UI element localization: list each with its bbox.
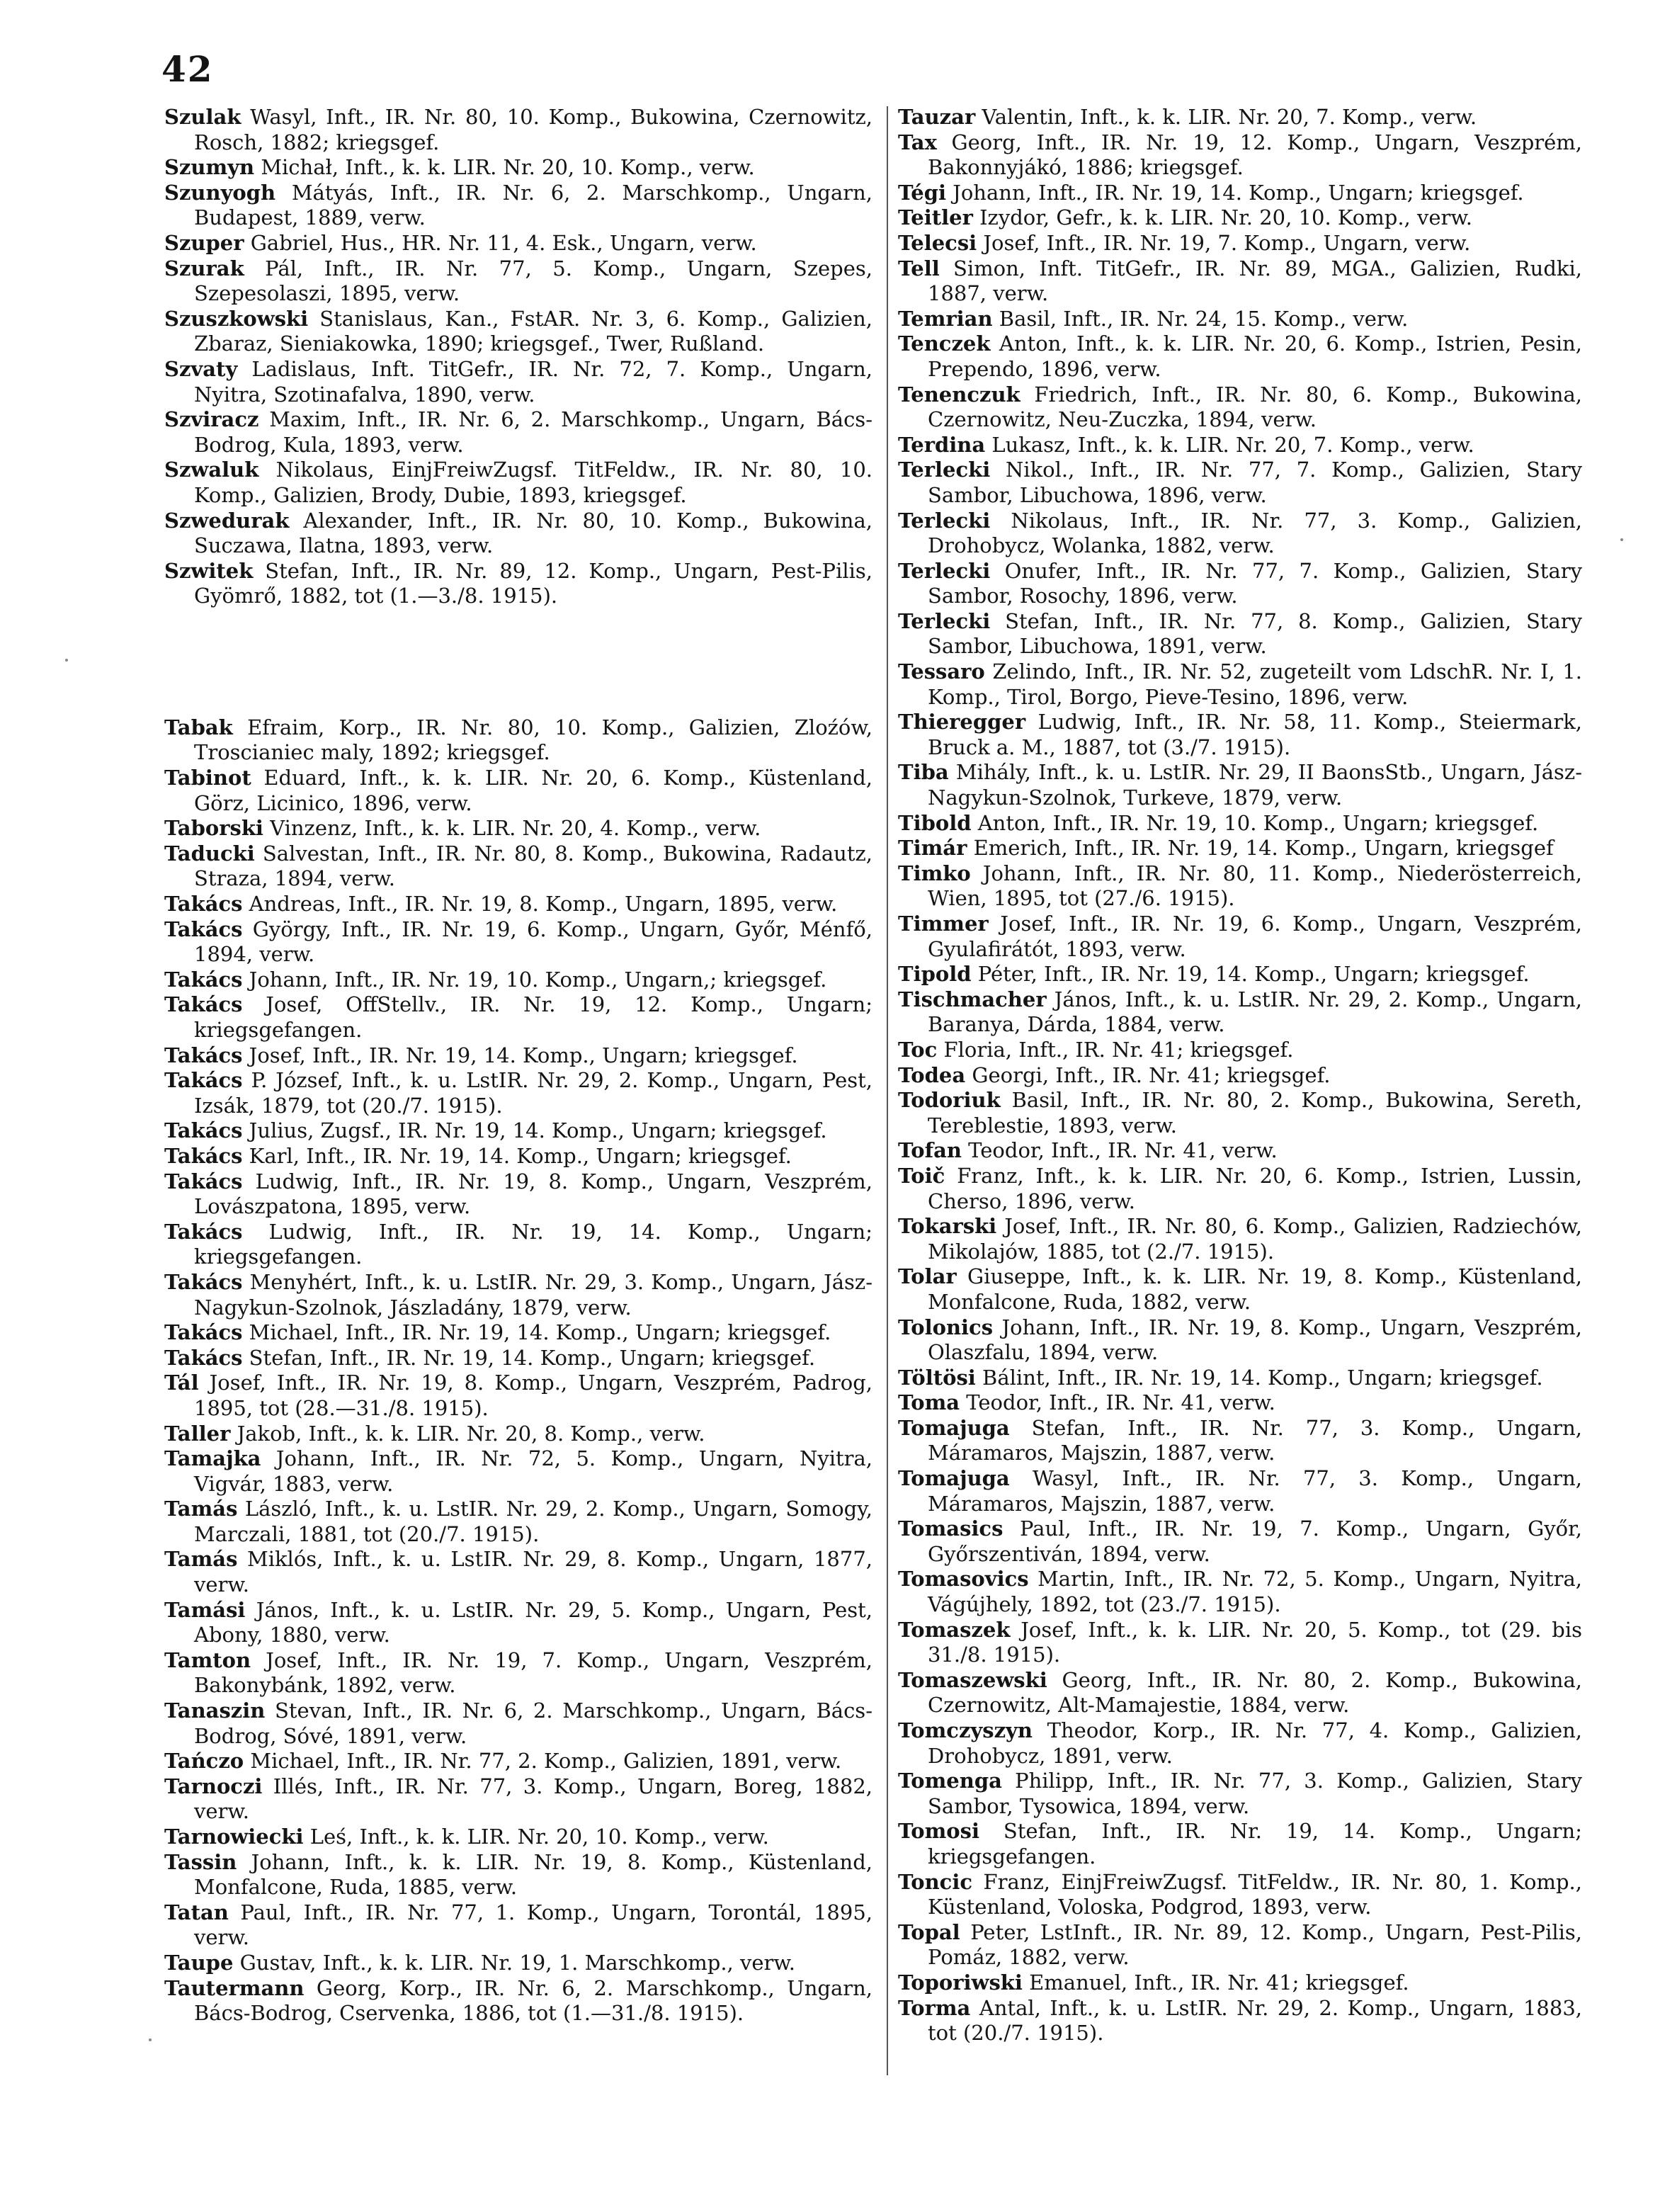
entry-details: Eduard, Inft., k. k. LIR. Nr. 20, 6. Komp., Küstenland, Görz, Licinico, 1896, verw. bbox=[194, 766, 872, 815]
register-entry bbox=[164, 256, 872, 307]
entry-details: Stefan, Inft., IR. Nr. 77, 3. Komp., Ungarn, Máramaros, Majszin, 1887, verw. bbox=[928, 1415, 1582, 1465]
entry-surname: Timko bbox=[898, 861, 971, 885]
entry-surname: Tassin bbox=[164, 1849, 237, 1874]
register-entry bbox=[898, 912, 1582, 962]
entry-details: Johann, Inft., IR. Nr. 19, 14. Komp., Ungarn; kriegsgef. bbox=[946, 180, 1524, 205]
page-number: 42 bbox=[161, 48, 214, 90]
entry-surname: Szunyogh bbox=[164, 180, 276, 205]
entry-surname: Szwitek bbox=[164, 558, 254, 583]
entry-details: Johann, Inft., IR. Nr. 72, 5. Komp., Ungarn, Nyitra, Vigvár, 1883, verw. bbox=[194, 1446, 872, 1496]
entry-surname: Telecsi bbox=[898, 230, 977, 255]
register-entry bbox=[898, 1870, 1582, 1920]
entry-surname: Tax bbox=[898, 130, 937, 154]
entry-details: Giuseppe, Inft., k. k. LIR. Nr. 19, 8. Komp., Küstenland, Monfalcone, Ruda, 1882, verw. bbox=[928, 1264, 1582, 1314]
entry-surname: Toncic bbox=[898, 1869, 973, 1894]
entry-details: Anton, Inft., k. k. LIR. Nr. 20, 6. Komp., Istrien, Pesin, Prependo, 1896, verw. bbox=[928, 331, 1582, 381]
entry-details: János, Inft., k. u. LstIR. Nr. 29, 5. Komp., Ungarn, Pest, Abony, 1880, verw. bbox=[194, 1597, 872, 1647]
entry-surname: Takács bbox=[164, 967, 243, 992]
register-entry bbox=[164, 1825, 872, 1850]
register-entry bbox=[898, 836, 1582, 861]
entry-details: Peter, LstInft., IR. Nr. 89, 12. Komp., Ungarn, Pest-Pilis, Pomáz, 1882, verw. bbox=[928, 1919, 1582, 1970]
register-entry bbox=[164, 1547, 872, 1597]
entry-details: Salvestan, Inft., IR. Nr. 80, 8. Komp., Bukowina, Radautz, Straza, 1894, verw. bbox=[194, 841, 872, 891]
entry-details: Péter, Inft., IR. Nr. 19, 14. Komp., Ungarn; kriegsgef. bbox=[971, 962, 1530, 987]
register-entry bbox=[164, 231, 872, 256]
entry-surname: Torma bbox=[898, 1995, 971, 2020]
entry-details: Josef, Inft., k. k. LIR. Nr. 20, 5. Komp., tot (29. bis 31./8. 1915). bbox=[928, 1617, 1582, 1667]
entry-surname: Tamás bbox=[164, 1497, 238, 1521]
entry-surname: Topal bbox=[898, 1919, 960, 1944]
entry-surname: Takács bbox=[164, 917, 243, 941]
entry-surname: Takács bbox=[164, 1320, 243, 1345]
register-entry bbox=[898, 1390, 1582, 1416]
entry-details: Mihály, Inft., k. u. LstIR. Nr. 29, II BaonsStb., Ungarn, Jász-Nagykun-Szolnok, Turkeve, 1879, verw. bbox=[928, 760, 1582, 810]
entry-surname: Todea bbox=[898, 1062, 966, 1087]
entry-surname: Thieregger bbox=[898, 710, 1026, 735]
right-column bbox=[898, 105, 1582, 2046]
register-entry bbox=[164, 1346, 872, 1371]
register-entry bbox=[898, 231, 1582, 256]
entry-details: Martin, Inft., IR. Nr. 72, 5. Komp., Ungarn, Nyitra, Vágújhely, 1892, tot (23./7. 1915). bbox=[928, 1567, 1582, 1617]
entry-surname: Takács bbox=[164, 892, 243, 917]
register-entry bbox=[164, 1900, 872, 1951]
entry-surname: Tenenczuk bbox=[898, 382, 1021, 407]
entry-surname: Tomenga bbox=[898, 1769, 1002, 1793]
register-entry bbox=[898, 811, 1582, 836]
entry-details: Menyhért, Inft., k. u. LstIR. Nr. 29, 3. Komp., Ungarn, Jász-Nagykun-Szolnok, Jászladány, 1879, verw. bbox=[194, 1269, 872, 1320]
entry-details: Theodor, Korp., IR. Nr. 77, 4. Komp., Galizien, Drohobycz, 1891, verw. bbox=[928, 1718, 1582, 1768]
entry-surname: Tauzar bbox=[898, 105, 976, 129]
entry-details: Andreas, Inft., IR. Nr. 19, 8. Komp., Ungarn, 1895, verw. bbox=[242, 892, 838, 917]
entry-surname: Terlecki bbox=[898, 608, 991, 633]
section-gap bbox=[164, 609, 872, 715]
entry-surname: Tamajka bbox=[164, 1446, 261, 1471]
entry-details: Nikolaus, Inft., IR. Nr. 77, 3. Komp., Galizien, Drohobycz, Wolanka, 1882, verw. bbox=[928, 508, 1582, 558]
entry-surname: Takács bbox=[164, 1118, 243, 1143]
entry-surname: Timár bbox=[898, 836, 967, 861]
entry-details: Nikolaus, EinjFreiwZugsf. TitFeldw., IR. Nr. 80, 10. Komp., Galizien, Brody, Dubie, 1893, kriegsgef. bbox=[194, 458, 872, 507]
entry-details: Michał, Inft., k. k. LIR. Nr. 20, 10. Komp., verw. bbox=[254, 155, 755, 180]
register-entry bbox=[164, 458, 872, 508]
print-speck bbox=[65, 659, 68, 662]
entry-surname: Terlecki bbox=[898, 558, 991, 583]
entry-surname: Tolar bbox=[898, 1264, 957, 1289]
register-entry bbox=[898, 1063, 1582, 1089]
entry-details: Efraim, Korp., IR. Nr. 80, 10. Komp., Galizien, Zloźów, Troscianiec maly, 1892; kriegsgef. bbox=[194, 715, 872, 765]
register-entry bbox=[164, 181, 872, 231]
entry-surname: Szwedurak bbox=[164, 508, 290, 533]
entry-details: P. József, Inft., k. u. LstIR. Nr. 29, 2. Komp., Ungarn, Pest, Izsák, 1879, tot (20./7. 1915). bbox=[194, 1068, 872, 1118]
entry-details: Julius, Zugsf., IR. Nr. 19, 14. Komp., Ungarn; kriegsgef. bbox=[242, 1118, 827, 1143]
register-entry bbox=[164, 1371, 872, 1421]
entry-details: Stefan, Inft., IR. Nr. 19, 14. Komp., Ungarn; kriegsgef. bbox=[242, 1345, 816, 1370]
register-entry bbox=[898, 1920, 1582, 1970]
print-speck bbox=[1620, 538, 1623, 541]
entry-surname: Takács bbox=[164, 1219, 243, 1244]
register-entry bbox=[164, 1497, 872, 1547]
register-entry bbox=[898, 659, 1582, 710]
entry-surname: Toc bbox=[898, 1037, 938, 1062]
register-entry bbox=[898, 382, 1582, 433]
entry-surname: Toič bbox=[898, 1163, 945, 1188]
entry-surname: Tomasovics bbox=[898, 1567, 1029, 1592]
register-entry bbox=[898, 1264, 1582, 1315]
register-entry bbox=[164, 816, 872, 841]
entry-details: Josef, Inft., IR. Nr. 19, 14. Komp., Ungarn; kriegsgef. bbox=[242, 1043, 798, 1067]
register-entry bbox=[898, 710, 1582, 760]
entry-details: Georg, Inft., IR. Nr. 19, 12. Komp., Ungarn, Veszprém, Bakonnyjákó, 1886; kriegsgef. bbox=[928, 130, 1582, 180]
entry-details: Jakob, Inft., k. k. LIR. Nr. 20, 8. Komp., verw. bbox=[230, 1421, 705, 1446]
entry-surname: Szulak bbox=[164, 105, 241, 129]
register-entry bbox=[164, 1169, 872, 1220]
entry-surname: Terlecki bbox=[898, 508, 991, 533]
entry-details: Stefan, Inft., IR. Nr. 19, 14. Komp., Ungarn; kriegsgefangen. bbox=[928, 1819, 1582, 1868]
register-entry bbox=[898, 1138, 1582, 1164]
entry-surname: Timmer bbox=[898, 912, 989, 936]
entry-surname: Tańczo bbox=[164, 1749, 244, 1774]
entry-details: Wasyl, Inft., IR. Nr. 77, 3. Komp., Ungarn, Máramaros, Majszin, 1887, verw. bbox=[928, 1466, 1582, 1516]
register-entry bbox=[164, 1144, 872, 1169]
entry-surname: Takács bbox=[164, 1269, 243, 1294]
entry-surname: Tanaszin bbox=[164, 1698, 266, 1723]
register-entry bbox=[898, 861, 1582, 912]
entry-surname: Szwaluk bbox=[164, 458, 259, 482]
register-entry bbox=[164, 1118, 872, 1144]
register-entry bbox=[164, 307, 872, 357]
register-entry bbox=[898, 105, 1582, 130]
print-speck bbox=[149, 2038, 152, 2041]
entry-surname: Tomaszek bbox=[898, 1617, 1011, 1642]
register-entry bbox=[164, 1850, 872, 1900]
left-column-lower-entries bbox=[164, 715, 872, 2026]
register-entry bbox=[898, 307, 1582, 332]
entry-details: Antal, Inft., k. u. LstIR. Nr. 29, 2. Komp., Ungarn, 1883, tot (20./7. 1915). bbox=[928, 1995, 1582, 2046]
entry-surname: Tischmacher bbox=[898, 987, 1047, 1011]
left-column bbox=[164, 105, 872, 2026]
entry-surname: Tamás bbox=[164, 1547, 238, 1572]
entry-details: János, Inft., k. u. LstIR. Nr. 29, 2. Komp., Ungarn, Baranya, Dárda, 1884, verw. bbox=[928, 987, 1582, 1037]
entry-details: Izydor, Gefr., k. k. LIR. Nr. 20, 10. Komp., verw. bbox=[972, 205, 1472, 230]
column-divider bbox=[887, 106, 888, 2075]
entry-details: Michael, Inft., IR. Nr. 77, 2. Komp., Galizien, 1891, verw. bbox=[244, 1749, 842, 1774]
entry-surname: Taller bbox=[164, 1421, 231, 1446]
register-entry bbox=[164, 715, 872, 766]
entry-details: Gustav, Inft., k. k. LIR. Nr. 19, 1. Marschkomp., verw. bbox=[233, 1950, 795, 1975]
entry-details: Michael, Inft., IR. Nr. 19, 14. Komp., Ungarn; kriegsgef. bbox=[242, 1320, 831, 1345]
entry-details: Basil, Inft., IR. Nr. 24, 15. Komp., verw. bbox=[992, 306, 1409, 331]
register-entry bbox=[164, 766, 872, 816]
entry-surname: Tomajuga bbox=[898, 1466, 1010, 1491]
entry-surname: Tiba bbox=[898, 760, 949, 785]
entry-details: Franz, Inft., k. k. LIR. Nr. 20, 6. Komp., Istrien, Lussin, Cherso, 1896, verw. bbox=[928, 1163, 1582, 1213]
entry-details: Wasyl, Inft., IR. Nr. 80, 10. Komp., Bukowina, Czernowitz, Rosch, 1882; kriegsgef. bbox=[194, 105, 872, 154]
register-entry bbox=[898, 609, 1582, 659]
register-entry bbox=[164, 992, 872, 1043]
register-entry bbox=[898, 1970, 1582, 1996]
register-entry bbox=[898, 962, 1582, 987]
entry-surname: Szurak bbox=[164, 256, 244, 280]
register-entry bbox=[164, 509, 872, 559]
register-entry bbox=[898, 331, 1582, 382]
register-entry bbox=[164, 155, 872, 181]
entry-surname: Tabak bbox=[164, 715, 233, 739]
register-entry bbox=[898, 1416, 1582, 1466]
entry-details: Friedrich, Inft., IR. Nr. 80, 6. Komp., Bukowina, Czernowitz, Neu-Zuczka, 1894, verw. bbox=[928, 382, 1582, 432]
register-entry bbox=[898, 433, 1582, 458]
register-entry bbox=[898, 130, 1582, 181]
register-entry bbox=[898, 1466, 1582, 1516]
entry-surname: Takács bbox=[164, 1345, 243, 1370]
entry-details: László, Inft., k. u. LstIR. Nr. 29, 2. Komp., Ungarn, Somogy, Marczali, 1881, tot (20./7. 1915). bbox=[194, 1497, 872, 1546]
register-entry bbox=[898, 1668, 1582, 1718]
register-entry bbox=[164, 1270, 872, 1320]
entry-surname: Tokarski bbox=[898, 1214, 997, 1239]
entry-surname: Takács bbox=[164, 1143, 243, 1168]
entry-details: Miklós, Inft., k. u. LstIR. Nr. 29, 8. Komp., Ungarn, 1877, verw. bbox=[194, 1547, 872, 1597]
entry-details: Basil, Inft., IR. Nr. 80, 2. Komp., Bukowina, Sereth, Tereblestie, 1893, verw. bbox=[928, 1088, 1582, 1138]
entry-surname: Takács bbox=[164, 1068, 243, 1093]
entry-details: Josef, OffStellv., IR. Nr. 19, 12. Komp., Ungarn; kriegsgefangen. bbox=[194, 992, 872, 1042]
register-entry bbox=[164, 1220, 872, 1270]
register-entry bbox=[898, 1038, 1582, 1063]
entry-details: Mátyás, Inft., IR. Nr. 6, 2. Marschkomp., Ungarn, Budapest, 1889, verw. bbox=[194, 180, 872, 230]
entry-surname: Tessaro bbox=[898, 659, 985, 684]
register-entry bbox=[164, 1446, 872, 1497]
entry-surname: Szviracz bbox=[164, 407, 259, 432]
register-entry bbox=[898, 1618, 1582, 1668]
entry-surname: Terlecki bbox=[898, 458, 991, 482]
entry-details: Josef, Inft., IR. Nr. 19, 7. Komp., Ungarn, verw. bbox=[977, 230, 1471, 255]
entry-surname: Teitler bbox=[898, 205, 973, 230]
right-column-entries bbox=[898, 105, 1582, 2046]
entry-surname: Tamási bbox=[164, 1597, 246, 1622]
entry-details: Alexander, Inft., IR. Nr. 80, 10. Komp., Bukowina, Suczawa, Ilatna, 1893, verw. bbox=[194, 508, 872, 558]
entry-surname: Takács bbox=[164, 992, 243, 1017]
entry-details: Johann, Inft., IR. Nr. 80, 11. Komp., Niederösterreich, Wien, 1895, tot (27./6. 1915). bbox=[928, 861, 1582, 911]
entry-details: Floria, Inft., IR. Nr. 41; kriegsgef. bbox=[937, 1037, 1294, 1062]
register-entry bbox=[898, 1366, 1582, 1391]
entry-surname: Tomasics bbox=[898, 1516, 1004, 1541]
entry-details: Teodor, Inft., IR. Nr. 41, verw. bbox=[960, 1390, 1275, 1415]
register-entry bbox=[164, 1068, 872, 1118]
entry-surname: Todoriuk bbox=[898, 1088, 1001, 1113]
entry-surname: Szumyn bbox=[164, 155, 255, 180]
entry-details: Stevan, Inft., IR. Nr. 6, 2. Marschkomp., Ungarn, Bács-Bodrog, Sóvé, 1891, verw. bbox=[194, 1698, 872, 1748]
register-entry bbox=[164, 968, 872, 993]
entry-details: Ludwig, Inft., IR. Nr. 19, 14. Komp., Ungarn; kriegsgefangen. bbox=[194, 1219, 872, 1269]
entry-details: Karl, Inft., IR. Nr. 19, 14. Komp., Ungarn; kriegsgef. bbox=[242, 1143, 792, 1168]
entry-surname: Taupe bbox=[164, 1950, 234, 1975]
entry-details: Johann, Inft., IR. Nr. 19, 10. Komp., Ungarn,; kriegsgef. bbox=[242, 967, 827, 992]
entry-details: Stanislaus, Kan., FstAR. Nr. 3, 6. Komp., Galizien, Zbaraz, Sieniakowka, 1890; kriegsgef., Twer, Rußland. bbox=[194, 306, 872, 356]
entry-surname: Tomczyszyn bbox=[898, 1718, 1033, 1742]
entry-details: Josef, Inft., IR. Nr. 19, 6. Komp., Ungarn, Veszprém, Gyulafirátót, 1893, verw. bbox=[928, 912, 1582, 961]
entry-surname: Tomajuga bbox=[898, 1415, 1010, 1440]
entry-surname: Tamton bbox=[164, 1647, 251, 1672]
register-entry bbox=[898, 1819, 1582, 1869]
left-column-upper-entries bbox=[164, 105, 872, 609]
entry-details: Teodor, Inft., IR. Nr. 41, verw. bbox=[961, 1138, 1278, 1163]
entry-surname: Tomaszewski bbox=[898, 1667, 1047, 1692]
entry-details: Simon, Inft. TitGefr., IR. Nr. 89, MGA., Galizien, Rudki, 1887, verw. bbox=[928, 256, 1582, 306]
entry-details: Illés, Inft., IR. Nr. 77, 3. Komp., Ungarn, Boreg, 1882, verw. bbox=[194, 1774, 872, 1824]
entry-details: Philipp, Inft., IR. Nr. 77, 3. Komp., Galizien, Stary Sambor, Tysowica, 1894, verw. bbox=[928, 1769, 1582, 1818]
register-entry bbox=[898, 1996, 1582, 2046]
register-entry bbox=[164, 1951, 872, 1976]
entry-surname: Tégi bbox=[898, 180, 946, 205]
register-entry bbox=[164, 559, 872, 609]
register-entry bbox=[164, 1976, 872, 2026]
entry-surname: Tautermann bbox=[164, 1975, 305, 2000]
entry-details: Georgi, Inft., IR. Nr. 41; kriegsgef. bbox=[965, 1062, 1331, 1087]
entry-surname: Takács bbox=[164, 1169, 243, 1193]
register-entry bbox=[898, 1567, 1582, 1617]
entry-details: Josef, Inft., IR. Nr. 80, 6. Komp., Galizien, Radziechów, Mikolajów, 1885, tot (2./7. 1915). bbox=[928, 1214, 1582, 1264]
entry-details: Ladislaus, Inft. TitGefr., IR. Nr. 72, 7. Komp., Ungarn, Nyitra, Szotinafalva, 1890, verw. bbox=[194, 356, 872, 407]
register-entry bbox=[164, 841, 872, 892]
register-entry bbox=[898, 987, 1582, 1038]
entry-surname: Taducki bbox=[164, 841, 255, 866]
register-entry bbox=[898, 181, 1582, 206]
entry-details: Ludwig, Inft., IR. Nr. 19, 8. Komp., Ungarn, Veszprém, Lovászpatona, 1895, verw. bbox=[194, 1169, 872, 1219]
register-entry bbox=[898, 458, 1582, 508]
register-entry bbox=[164, 1320, 872, 1346]
register-entry bbox=[898, 1769, 1582, 1819]
entry-details: Stefan, Inft., IR. Nr. 89, 12. Komp., Ungarn, Pest-Pilis, Gyömrő, 1882, tot (1.—3./8. 1915). bbox=[194, 558, 872, 608]
register-entry bbox=[898, 256, 1582, 307]
entry-surname: Tatan bbox=[164, 1900, 229, 1924]
entry-surname: Szuper bbox=[164, 230, 244, 255]
entry-details: Josef, Inft., IR. Nr. 19, 8. Komp., Ungarn, Veszprém, Padrog, 1895, tot (28.—31./8. 1915). bbox=[194, 1371, 872, 1420]
entry-surname: Tarnowiecki bbox=[164, 1825, 304, 1849]
entry-details: Ludwig, Inft., IR. Nr. 58, 11. Komp., Steiermark, Bruck a. M., 1887, tot (3./7. 1915). bbox=[928, 710, 1582, 759]
entry-details: Josef, Inft., IR. Nr. 19, 7. Komp., Ungarn, Veszprém, Bakonybánk, 1892, verw. bbox=[194, 1647, 872, 1698]
entry-surname: Szuszkowski bbox=[164, 306, 309, 331]
entry-details: Georg, Inft., IR. Nr. 80, 2. Komp., Bukowina, Czernowitz, Alt-Mamajestie, 1884, verw. bbox=[928, 1667, 1582, 1718]
entry-details: Lukasz, Inft., k. k. LIR. Nr. 20, 7. Komp., verw. bbox=[985, 432, 1474, 457]
entry-details: Franz, EinjFreiwZugsf. TitFeldw., IR. Nr. 80, 1. Komp., Küstenland, Voloska, Podgrod, 1893, verw. bbox=[928, 1869, 1582, 1919]
entry-details: Bálint, Inft., IR. Nr. 19, 14. Komp., Ungarn; kriegsgef. bbox=[975, 1365, 1543, 1390]
register-entry bbox=[898, 509, 1582, 559]
entry-details: Onufer, Inft., IR. Nr. 77, 7. Komp., Galizien, Stary Sambor, Rosochy, 1896, verw. bbox=[928, 558, 1582, 608]
register-entry bbox=[898, 1718, 1582, 1769]
register-entry bbox=[164, 1422, 872, 1447]
entry-details: Leś, Inft., k. k. LIR. Nr. 20, 10. Komp., verw. bbox=[303, 1825, 769, 1849]
entry-surname: Szvaty bbox=[164, 356, 238, 381]
register-entry bbox=[898, 1214, 1582, 1264]
register-entry bbox=[898, 205, 1582, 231]
entry-details: Vinzenz, Inft., k. k. LIR. Nr. 20, 4. Komp., verw. bbox=[263, 816, 761, 841]
register-entry bbox=[164, 1043, 872, 1069]
register-entry bbox=[164, 1749, 872, 1774]
register-entry bbox=[164, 105, 872, 155]
register-entry bbox=[164, 1648, 872, 1698]
entry-surname: Temrian bbox=[898, 306, 993, 331]
entry-surname: Toma bbox=[898, 1390, 960, 1415]
entry-details: Georg, Korp., IR. Nr. 6, 2. Marschkomp., Ungarn, Bács-Bodrog, Cservenka, 1886, tot (1.—31./8. 1915). bbox=[194, 1975, 872, 2026]
entry-details: Johann, Inft., IR. Nr. 19, 8. Komp., Ungarn, Veszprém, Olaszfalu, 1894, verw. bbox=[928, 1315, 1582, 1365]
entry-surname: Tell bbox=[898, 256, 940, 280]
register-entry bbox=[898, 1315, 1582, 1366]
register-entry bbox=[164, 1774, 872, 1825]
entry-details: Stefan, Inft., IR. Nr. 77, 8. Komp., Galizien, Stary Sambor, Libuchowa, 1891, verw. bbox=[928, 608, 1582, 659]
entry-surname: Töltösi bbox=[898, 1365, 976, 1390]
register-entry bbox=[164, 892, 872, 917]
entry-details: Valentin, Inft., k. k. LIR. Nr. 20, 7. Komp., verw. bbox=[975, 105, 1477, 129]
entry-surname: Tibold bbox=[898, 810, 972, 835]
register-entry bbox=[164, 1598, 872, 1648]
entry-surname: Tolonics bbox=[898, 1315, 994, 1339]
register-entry bbox=[164, 1698, 872, 1749]
entry-surname: Tomosi bbox=[898, 1819, 979, 1844]
entry-details: Johann, Inft., k. k. LIR. Nr. 19, 8. Komp., Küstenland, Monfalcone, Ruda, 1885, verw. bbox=[194, 1849, 872, 1900]
register-entry bbox=[164, 917, 872, 968]
entry-surname: Takács bbox=[164, 1043, 243, 1067]
register-entry bbox=[898, 760, 1582, 810]
entry-details: Anton, Inft., IR. Nr. 19, 10. Komp., Ungarn; kriegsgef. bbox=[971, 810, 1539, 835]
entry-surname: Toporiwski bbox=[898, 1970, 1023, 1995]
entry-details: Emerich, Inft., IR. Nr. 19, 14. Komp., Ungarn, kriegsgef bbox=[967, 836, 1554, 861]
entry-surname: Tenczek bbox=[898, 331, 991, 356]
entry-surname: Tál bbox=[164, 1371, 199, 1395]
entry-surname: Terdina bbox=[898, 432, 986, 457]
entry-surname: Tarnoczi bbox=[164, 1774, 263, 1798]
register-entry bbox=[898, 1088, 1582, 1138]
entry-details: Maxim, Inft., IR. Nr. 6, 2. Marschkomp., Ungarn, Bács-Bodrog, Kula, 1893, verw. bbox=[194, 407, 872, 457]
register-entry bbox=[164, 357, 872, 407]
entry-details: Paul, Inft., IR. Nr. 19, 7. Komp., Ungarn, Győr, Győrszentiván, 1894, verw. bbox=[928, 1516, 1582, 1566]
entry-surname: Taborski bbox=[164, 816, 263, 841]
entry-details: Zelindo, Inft., IR. Nr. 52, zugeteilt vom LdschR. Nr. I, 1. Komp., Tirol, Borgo, Pieve-Tesino, 1896, verw. bbox=[928, 659, 1582, 709]
register-entry bbox=[898, 559, 1582, 609]
entry-details: Nikol., Inft., IR. Nr. 77, 7. Komp., Galizien, Stary Sambor, Libuchowa, 1896, verw. bbox=[928, 458, 1582, 507]
register-entry bbox=[898, 1164, 1582, 1214]
entry-surname: Tabinot bbox=[164, 766, 251, 790]
entry-surname: Tipold bbox=[898, 962, 972, 987]
register-entry bbox=[898, 1516, 1582, 1567]
entry-details: Pál, Inft., IR. Nr. 77, 5. Komp., Ungarn, Szepes, Szepesolaszi, 1895, verw. bbox=[194, 256, 872, 306]
entry-details: Gabriel, Hus., HR. Nr. 11, 4. Esk., Ungarn, verw. bbox=[244, 230, 757, 255]
entry-surname: Tofan bbox=[898, 1138, 962, 1163]
entry-details: György, Inft., IR. Nr. 19, 6. Komp., Ungarn, Győr, Ménfő, 1894, verw. bbox=[194, 917, 872, 967]
entry-details: Emanuel, Inft., IR. Nr. 41; kriegsgef. bbox=[1022, 1970, 1409, 1995]
entry-details: Paul, Inft., IR. Nr. 77, 1. Komp., Ungarn, Torontál, 1895, verw. bbox=[194, 1900, 872, 1950]
register-entry bbox=[164, 407, 872, 458]
